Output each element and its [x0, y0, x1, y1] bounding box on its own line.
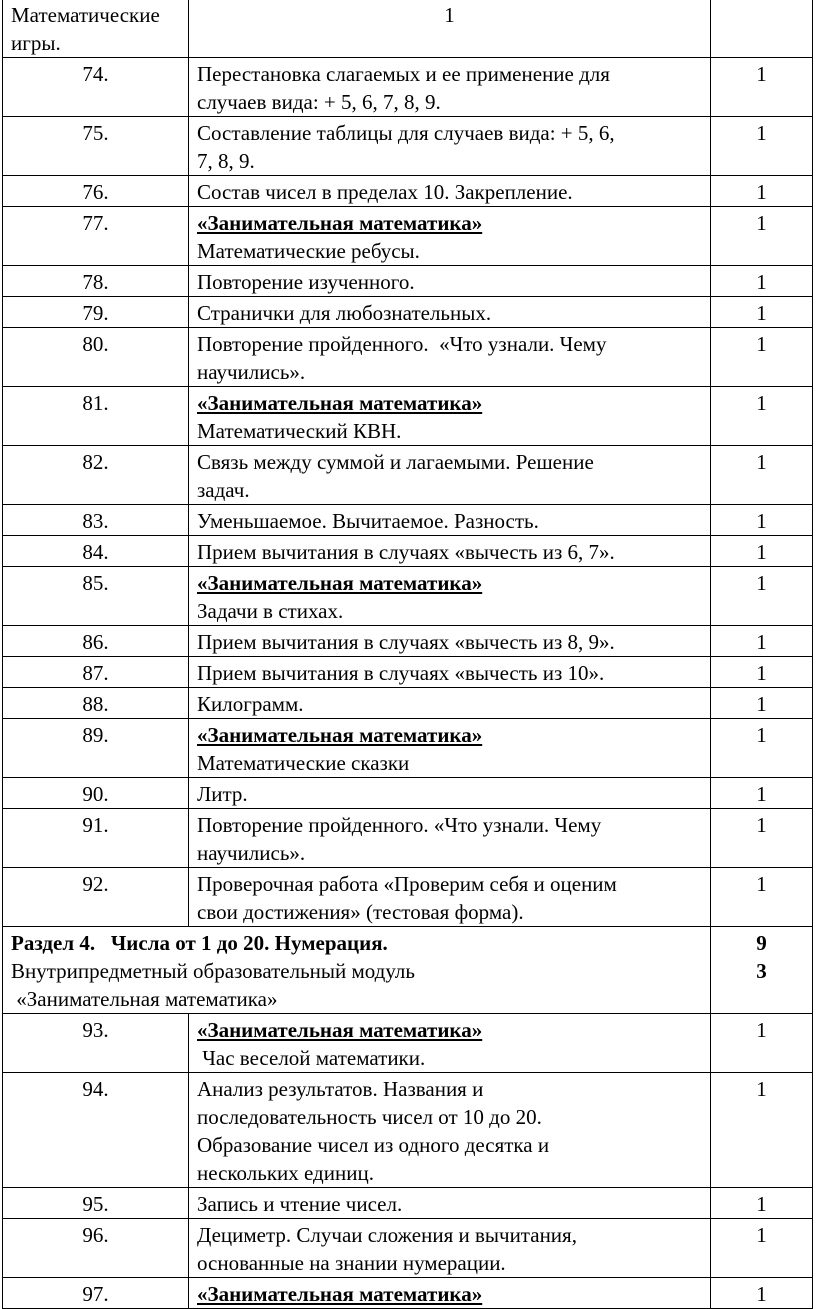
header-middle-cell: [189, 0, 711, 58]
lesson-hours: 1: [711, 117, 813, 176]
lesson-topic: [189, 809, 711, 868]
lesson-number: 97.: [3, 1278, 189, 1309]
lesson-number: 94.: [3, 1073, 189, 1188]
module-line: «Занимательная математика»: [11, 987, 278, 1011]
lesson-topic: [189, 207, 711, 266]
topic-line: Прием вычитания в случаях «вычесть из 10».: [197, 661, 605, 685]
topic-line: Состав чисел в пределах 10. Закрепление.: [197, 180, 573, 204]
topic-line: Прием вычитания в случаях «вычесть из 6, 7».: [197, 540, 615, 564]
topic-line: научились».: [197, 360, 306, 384]
lesson-number: 91.: [3, 809, 189, 868]
lesson-number: 96.: [3, 1219, 189, 1278]
lesson-hours: 1: [711, 1278, 813, 1309]
module-heading: «Занимательная математика»: [197, 391, 483, 415]
table-row: [3, 1014, 813, 1073]
lesson-topic: [189, 387, 711, 446]
lesson-topic: [189, 657, 711, 688]
table-row: [3, 297, 813, 328]
lesson-number: 90.: [3, 778, 189, 809]
lesson-number: 88.: [3, 688, 189, 719]
table-row: [3, 328, 813, 387]
topic-line: Литр.: [197, 782, 248, 806]
table-row: [3, 207, 813, 266]
lesson-number: 79.: [3, 297, 189, 328]
topic-line: нескольких единиц.: [197, 1161, 374, 1185]
module-heading: «Занимательная математика»: [197, 723, 483, 747]
lesson-number: 83.: [3, 505, 189, 536]
section-cell: [3, 927, 711, 1014]
lesson-number: 92.: [3, 868, 189, 927]
lesson-hours: 1: [711, 868, 813, 927]
lesson-number: 76.: [3, 176, 189, 207]
table-row: [3, 0, 813, 58]
lesson-hours: 1: [711, 1219, 813, 1278]
table-row: [3, 778, 813, 809]
topic-line: Повторение пройденного. «Что узнали. Чему: [197, 332, 607, 356]
lesson-hours: 1: [711, 176, 813, 207]
table-row: [3, 387, 813, 446]
lesson-number: 77.: [3, 207, 189, 266]
table-row: [3, 505, 813, 536]
lesson-hours: 1: [711, 809, 813, 868]
lesson-topic: [189, 778, 711, 809]
topic-line: Повторение изученного.: [197, 270, 415, 294]
lesson-hours: 1: [711, 1014, 813, 1073]
lesson-number: 75.: [3, 117, 189, 176]
module-heading: «Занимательная математика»: [197, 1282, 483, 1306]
lesson-topic: [189, 536, 711, 567]
lesson-number: 84.: [3, 536, 189, 567]
table-row: [3, 868, 813, 927]
topic-line: задач.: [197, 478, 250, 502]
lesson-plan-table: [2, 0, 813, 1309]
topic-line: научились».: [197, 841, 306, 865]
topic-line: Математический КВН.: [197, 419, 402, 443]
topic-line: Математические сказки: [197, 751, 410, 775]
topic-line: Повторение пройденного. «Что узнали. Чему: [197, 813, 602, 837]
table-row: [3, 536, 813, 567]
lesson-number: 85.: [3, 567, 189, 626]
table-row: [3, 1188, 813, 1219]
lesson-number: 80.: [3, 328, 189, 387]
topic-line: Килограмм.: [197, 692, 304, 716]
header-left-text: Математические игры.: [11, 3, 160, 55]
module-heading: «Занимательная математика»: [197, 1018, 483, 1042]
topic-line: Запись и чтение чисел.: [197, 1192, 403, 1216]
lesson-hours: 1: [711, 1188, 813, 1219]
module-line: Внутрипредметный образовательный модуль: [11, 959, 415, 983]
lesson-hours: 1: [711, 207, 813, 266]
lesson-number: 82.: [3, 446, 189, 505]
table-row: [3, 1219, 813, 1278]
lesson-hours: 1: [711, 567, 813, 626]
lesson-topic: [189, 868, 711, 927]
table-row: [3, 688, 813, 719]
lesson-topic: [189, 1278, 711, 1309]
lesson-number: 86.: [3, 626, 189, 657]
topic-line: Час веселой математики.: [197, 1046, 426, 1070]
lesson-number: 74.: [3, 58, 189, 117]
lesson-topic: [189, 297, 711, 328]
lesson-topic: [189, 176, 711, 207]
lesson-number: 81.: [3, 387, 189, 446]
lesson-number: 87.: [3, 657, 189, 688]
lesson-hours: 1: [711, 58, 813, 117]
topic-line: Составление таблицы для случаев вида: + 5, 6,: [197, 121, 615, 145]
lesson-topic: [189, 719, 711, 778]
lesson-hours: 1: [711, 328, 813, 387]
topic-line: основанные на знании нумерации.: [197, 1251, 506, 1275]
topic-line: Перестановка слагаемых и ее применение для: [197, 62, 610, 86]
section-hours-cell: [711, 927, 813, 1014]
lesson-hours: 1: [711, 536, 813, 567]
table-row: [3, 1278, 813, 1309]
lesson-hours: 1: [711, 266, 813, 297]
lesson-topic: [189, 626, 711, 657]
lesson-topic: [189, 505, 711, 536]
topic-line: Уменьшаемое. Вычитаемое. Разность.: [197, 509, 539, 533]
topic-line: Образование чисел из одного десятка и: [197, 1133, 550, 1157]
lesson-hours: 1: [711, 719, 813, 778]
topic-line: Прием вычитания в случаях «вычесть из 8, 9».: [197, 630, 615, 654]
table-row: [3, 626, 813, 657]
lesson-number: 78.: [3, 266, 189, 297]
topic-line: последовательность чисел от 10 до 20.: [197, 1105, 542, 1129]
lesson-topic: [189, 117, 711, 176]
lesson-number: 93.: [3, 1014, 189, 1073]
lesson-number: 89.: [3, 719, 189, 778]
lesson-hours: 1: [711, 505, 813, 536]
topic-line: свои достижения» (тестовая форма).: [197, 900, 524, 924]
lesson-topic: [189, 266, 711, 297]
topic-line: Задачи в стихах.: [197, 599, 344, 623]
table-row: [3, 567, 813, 626]
lesson-topic: [189, 688, 711, 719]
lesson-number: 95.: [3, 1188, 189, 1219]
header-left-cell: [3, 0, 189, 58]
lesson-topic: [189, 446, 711, 505]
table-row: [3, 1073, 813, 1188]
topic-line: Проверочная работа «Проверим себя и оценим: [197, 872, 617, 896]
topic-line: случаев вида: + 5, 6, 7, 8, 9.: [197, 90, 441, 114]
lesson-topic: [189, 1219, 711, 1278]
section-row: [3, 927, 813, 1014]
table-row: [3, 657, 813, 688]
table-row: [3, 809, 813, 868]
section-hours-module: 3: [756, 959, 767, 983]
lesson-hours: 1: [711, 297, 813, 328]
section-hours-total: 9: [756, 931, 767, 955]
lesson-topic: [189, 58, 711, 117]
lesson-hours: 1: [711, 446, 813, 505]
module-heading: «Занимательная математика»: [197, 571, 483, 595]
lesson-hours: 1: [711, 626, 813, 657]
topic-line: Дециметр. Случаи сложения и вычитания,: [197, 1223, 577, 1247]
lesson-topic: [189, 567, 711, 626]
table-row: [3, 719, 813, 778]
table-row: [3, 58, 813, 117]
section-title: Раздел 4. Числа от 1 до 20. Нумерация.: [11, 931, 388, 955]
lesson-topic: [189, 328, 711, 387]
topic-line: Странички для любознательных.: [197, 301, 492, 325]
topic-line: Математические ребусы.: [197, 239, 420, 263]
lesson-topic: [189, 1073, 711, 1188]
table-row: [3, 117, 813, 176]
table-row: [3, 176, 813, 207]
lesson-hours: 1: [711, 688, 813, 719]
topic-line: 7, 8, 9.: [197, 149, 255, 173]
lesson-hours: 1: [711, 657, 813, 688]
lesson-hours: 1: [711, 387, 813, 446]
lesson-hours: 1: [711, 1073, 813, 1188]
header-right-cell: [711, 0, 813, 58]
topic-line: Связь между суммой и лагаемыми. Решение: [197, 450, 594, 474]
module-heading: «Занимательная математика»: [197, 211, 483, 235]
table-row: [3, 266, 813, 297]
topic-line: Анализ результатов. Названия и: [197, 1077, 484, 1101]
lesson-topic: [189, 1188, 711, 1219]
lesson-topic: [189, 1014, 711, 1073]
lesson-hours: 1: [711, 778, 813, 809]
header-middle-text: 1: [444, 3, 455, 27]
table-row: [3, 446, 813, 505]
